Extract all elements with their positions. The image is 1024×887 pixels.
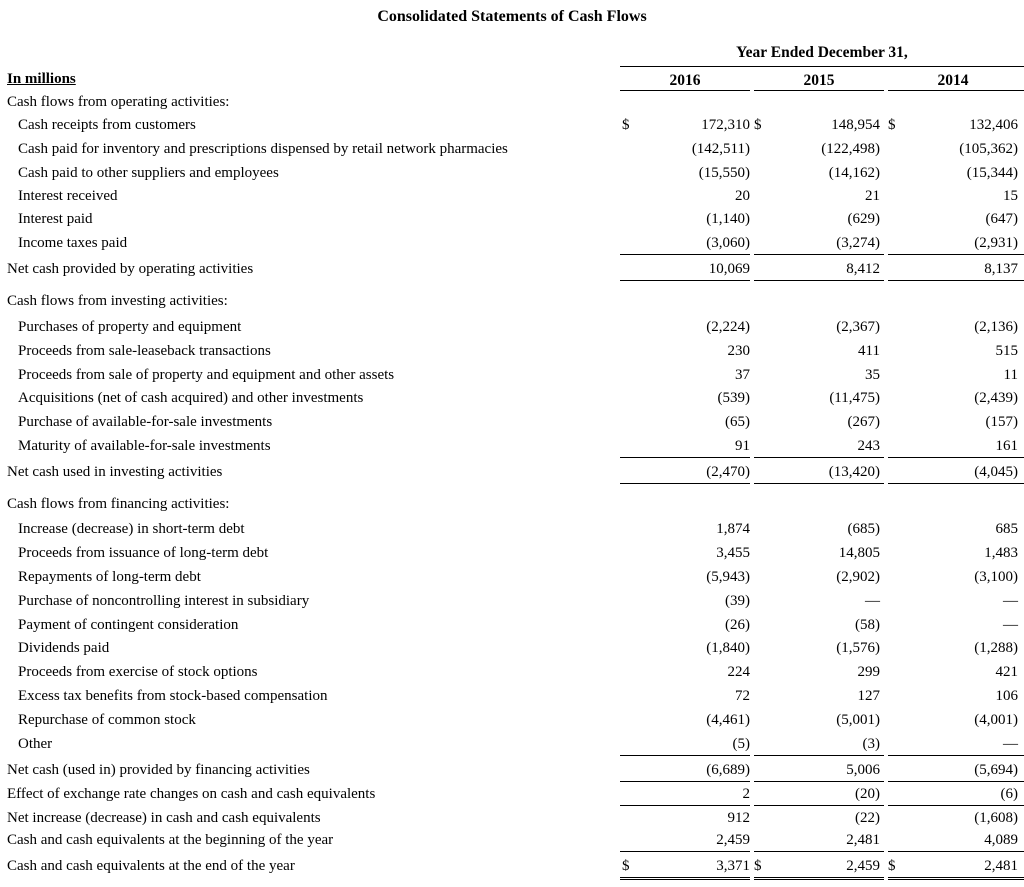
subtotal-rule — [888, 805, 1024, 806]
table-row — [0, 759, 1024, 781]
value-2015: 148,954 — [831, 117, 880, 133]
row-label: Cash flows from investing activities: — [7, 293, 228, 309]
table-row — [0, 461, 1024, 483]
value-2015: (2,367) — [836, 319, 880, 335]
table-row — [0, 185, 1024, 207]
subtotal-rule — [754, 805, 884, 806]
row-label: Excess tax benefits from stock-based compensation — [18, 688, 328, 704]
value-2014: (647) — [985, 211, 1018, 227]
value-2014: 1,483 — [984, 545, 1018, 561]
value-2015: (1,576) — [836, 640, 880, 656]
row-label: Cash and cash equivalents at the beginning of the year — [7, 832, 334, 848]
year-header-rule — [620, 66, 1024, 67]
value-2016: (39) — [725, 593, 750, 609]
value-2015: (267) — [847, 414, 880, 430]
row-label: Proceeds from sale-leaseback transactions — [18, 343, 271, 359]
subtotal-rule — [888, 851, 1024, 852]
value-2014: 106 — [995, 688, 1018, 704]
table-row — [0, 637, 1024, 659]
row-label: Effect of exchange rate changes on cash and cash equivalents — [7, 786, 376, 802]
subtotal-rule — [888, 254, 1024, 255]
value-2015: (3,274) — [836, 235, 880, 251]
row-label: Net cash (used in) provided by financing activities — [7, 762, 310, 778]
value-2014: (1,288) — [974, 640, 1018, 656]
currency-symbol: $ — [622, 117, 630, 133]
table-row — [0, 829, 1024, 851]
value-2016: 1,874 — [716, 521, 750, 537]
value-2015: (5,001) — [836, 712, 880, 728]
subtotal-rule — [888, 483, 1024, 484]
row-label: Cash flows from financing activities: — [7, 496, 230, 512]
statement-title: Consolidated Statements of Cash Flows — [377, 8, 647, 25]
row-label: Proceeds from sale of property and equipment and other assets — [18, 367, 395, 383]
currency-symbol: $ — [622, 858, 630, 874]
subtotal-rule — [754, 851, 884, 852]
value-2016: 224 — [727, 664, 750, 680]
value-2014: (2,136) — [974, 319, 1018, 335]
value-2016: (142,511) — [691, 141, 750, 157]
row-label: Other — [18, 736, 53, 752]
value-2016: 3,371 — [716, 858, 750, 874]
value-2015: (122,498) — [821, 141, 880, 157]
subtotal-rule — [620, 254, 750, 255]
row-label: Cash flows from operating activities: — [7, 94, 230, 110]
units-row — [0, 68, 1024, 90]
row-label: Cash receipts from customers — [18, 117, 196, 133]
value-2015: (685) — [847, 521, 880, 537]
subtotal-rule — [620, 483, 750, 484]
value-2015: (3) — [862, 736, 880, 752]
row-label: Repayments of long-term debt — [18, 569, 201, 585]
table-row — [0, 387, 1024, 409]
value-2015: 35 — [865, 367, 880, 383]
table-row — [0, 493, 1024, 515]
currency-symbol: $ — [754, 858, 762, 874]
subtotal-rule — [888, 781, 1024, 782]
total-double-rule — [754, 877, 884, 880]
row-label: Proceeds from issuance of long-term debt — [18, 545, 269, 561]
value-2016: 37 — [735, 367, 750, 383]
row-label: Interest paid — [18, 211, 93, 227]
table-row — [0, 518, 1024, 540]
table-row — [0, 340, 1024, 362]
row-label: Repurchase of common stock — [18, 712, 196, 728]
subtotal-rule — [754, 483, 884, 484]
value-2015: (11,475) — [829, 390, 880, 406]
value-2014: 515 — [995, 343, 1018, 359]
value-2016: 10,069 — [708, 261, 750, 277]
value-2014: (105,362) — [959, 141, 1018, 157]
value-2016: (5,943) — [706, 569, 750, 585]
value-2016: 3,455 — [716, 545, 750, 561]
value-2015: (13,420) — [828, 464, 880, 480]
value-2016: (4,461) — [706, 712, 750, 728]
value-2014: (15,344) — [966, 165, 1018, 181]
value-2015: 14,805 — [838, 545, 880, 561]
value-2016: (15,550) — [698, 165, 750, 181]
year-column-2015: 2015 — [803, 72, 835, 89]
value-2014: (2,931) — [974, 235, 1018, 251]
subtotal-rule — [620, 781, 750, 782]
value-2014: (1,608) — [974, 810, 1018, 826]
subtotal-rule — [888, 457, 1024, 458]
subtotal-rule — [620, 805, 750, 806]
value-2014: 8,137 — [984, 261, 1018, 277]
row-label: Maturity of available-for-sale investments — [18, 438, 271, 454]
value-2015: 243 — [857, 438, 880, 454]
subtotal-rule — [754, 280, 884, 281]
value-2014: (2,439) — [974, 390, 1018, 406]
subtotal-rule — [620, 851, 750, 852]
value-2014: (6) — [1000, 786, 1018, 802]
value-2016: 20 — [735, 188, 750, 204]
subtotal-rule — [888, 755, 1024, 756]
table-row — [0, 855, 1024, 877]
subtotal-rule — [754, 457, 884, 458]
row-label: Payment of contingent consideration — [18, 617, 239, 633]
table-row — [0, 661, 1024, 683]
value-2015: 2,481 — [846, 832, 880, 848]
value-2014: 4,089 — [984, 832, 1018, 848]
value-2016: (1,140) — [706, 211, 750, 227]
year-column-2016: 2016 — [669, 72, 701, 89]
value-2015: (58) — [855, 617, 880, 633]
table-row — [0, 614, 1024, 636]
table-row — [0, 364, 1024, 386]
value-2015: 8,412 — [846, 261, 880, 277]
subtotal-rule — [754, 254, 884, 255]
row-label: Net cash used in investing activities — [7, 464, 223, 480]
value-2014: — — [1003, 736, 1018, 752]
value-2014: (4,045) — [974, 464, 1018, 480]
row-label: Cash and cash equivalents at the end of the year — [7, 858, 295, 874]
table-row — [0, 138, 1024, 160]
value-2014: 2,481 — [984, 858, 1018, 874]
value-2016: 2 — [742, 786, 750, 802]
value-2014: 132,406 — [969, 117, 1018, 133]
value-2016: (65) — [725, 414, 750, 430]
table-row — [0, 566, 1024, 588]
value-2014: 15 — [1003, 188, 1018, 204]
total-double-rule — [888, 877, 1024, 880]
row-label: Interest received — [18, 188, 118, 204]
table-row — [0, 542, 1024, 564]
value-2014: 161 — [995, 438, 1018, 454]
value-2015: (20) — [855, 786, 880, 802]
subtotal-rule — [888, 280, 1024, 281]
value-2016: (2,470) — [706, 464, 750, 480]
row-label: Cash paid for inventory and prescriptions dispensed by retail network pharmacies — [18, 141, 508, 157]
row-label: Net increase (decrease) in cash and cash equivalents — [7, 810, 321, 826]
value-2014: (4,001) — [974, 712, 1018, 728]
value-2016: 172,310 — [701, 117, 750, 133]
value-2015: 299 — [857, 664, 880, 680]
value-2016: 2,459 — [716, 832, 750, 848]
value-2016: (6,689) — [706, 762, 750, 778]
subtotal-rule — [620, 457, 750, 458]
row-label: Purchase of noncontrolling interest in subsidiary — [18, 593, 310, 609]
row-label: Increase (decrease) in short-term debt — [18, 521, 245, 537]
value-2014: (5,694) — [974, 762, 1018, 778]
row-label: Acquisitions (net of cash acquired) and other investments — [18, 390, 364, 406]
subtotal-rule — [754, 755, 884, 756]
value-2016: (2,224) — [706, 319, 750, 335]
value-2014: — — [1003, 617, 1018, 633]
currency-symbol: $ — [888, 858, 896, 874]
row-label: Net cash provided by operating activities — [7, 261, 254, 277]
value-2014: — — [1003, 593, 1018, 609]
year-column-2014: 2014 — [937, 72, 969, 89]
row-label: Purchase of available-for-sale investments — [18, 414, 273, 430]
value-2016: (3,060) — [706, 235, 750, 251]
table-row — [0, 232, 1024, 254]
table-row — [0, 208, 1024, 230]
value-2015: 5,006 — [846, 762, 880, 778]
value-2016: 91 — [735, 438, 750, 454]
value-2016: 230 — [727, 343, 750, 359]
table-row — [0, 316, 1024, 338]
value-2015: 127 — [857, 688, 880, 704]
subtotal-rule — [620, 755, 750, 756]
value-2016: (1,840) — [706, 640, 750, 656]
value-2014: (3,100) — [974, 569, 1018, 585]
currency-symbol: $ — [888, 117, 896, 133]
currency-symbol: $ — [754, 117, 762, 133]
value-2015: (22) — [855, 810, 880, 826]
value-2014: (157) — [985, 414, 1018, 430]
table-row — [0, 162, 1024, 184]
row-label: Cash paid to other suppliers and employees — [18, 165, 279, 181]
value-2015: 2,459 — [846, 858, 880, 874]
table-row — [0, 807, 1024, 829]
value-2016: 912 — [727, 810, 750, 826]
row-label: Dividends paid — [18, 640, 110, 656]
value-2014: 11 — [1003, 367, 1018, 383]
table-row — [0, 709, 1024, 731]
table-row — [0, 685, 1024, 707]
units-label: In millions — [7, 71, 76, 87]
total-double-rule — [620, 877, 750, 880]
subtotal-rule — [620, 280, 750, 281]
table-row — [0, 114, 1024, 136]
row-label: Purchases of property and equipment — [18, 319, 242, 335]
table-row — [0, 91, 1024, 113]
value-2016: (26) — [725, 617, 750, 633]
row-label: Income taxes paid — [18, 235, 128, 251]
value-2014: 421 — [995, 664, 1018, 680]
table-row — [0, 258, 1024, 280]
value-2014: 685 — [995, 521, 1018, 537]
table-row — [0, 783, 1024, 805]
table-row — [0, 733, 1024, 755]
subtotal-rule — [754, 781, 884, 782]
year-ended-header: Year Ended December 31, — [736, 44, 908, 61]
table-row — [0, 290, 1024, 312]
row-label: Proceeds from exercise of stock options — [18, 664, 258, 680]
value-2015: (2,902) — [836, 569, 880, 585]
value-2016: (5) — [732, 736, 750, 752]
value-2016: 72 — [735, 688, 750, 704]
table-row — [0, 435, 1024, 457]
value-2015: (629) — [847, 211, 880, 227]
value-2015: — — [865, 593, 880, 609]
value-2015: 21 — [865, 188, 880, 204]
table-row — [0, 411, 1024, 433]
value-2016: (539) — [717, 390, 750, 406]
table-row — [0, 590, 1024, 612]
value-2015: (14,162) — [828, 165, 880, 181]
value-2015: 411 — [858, 343, 880, 359]
